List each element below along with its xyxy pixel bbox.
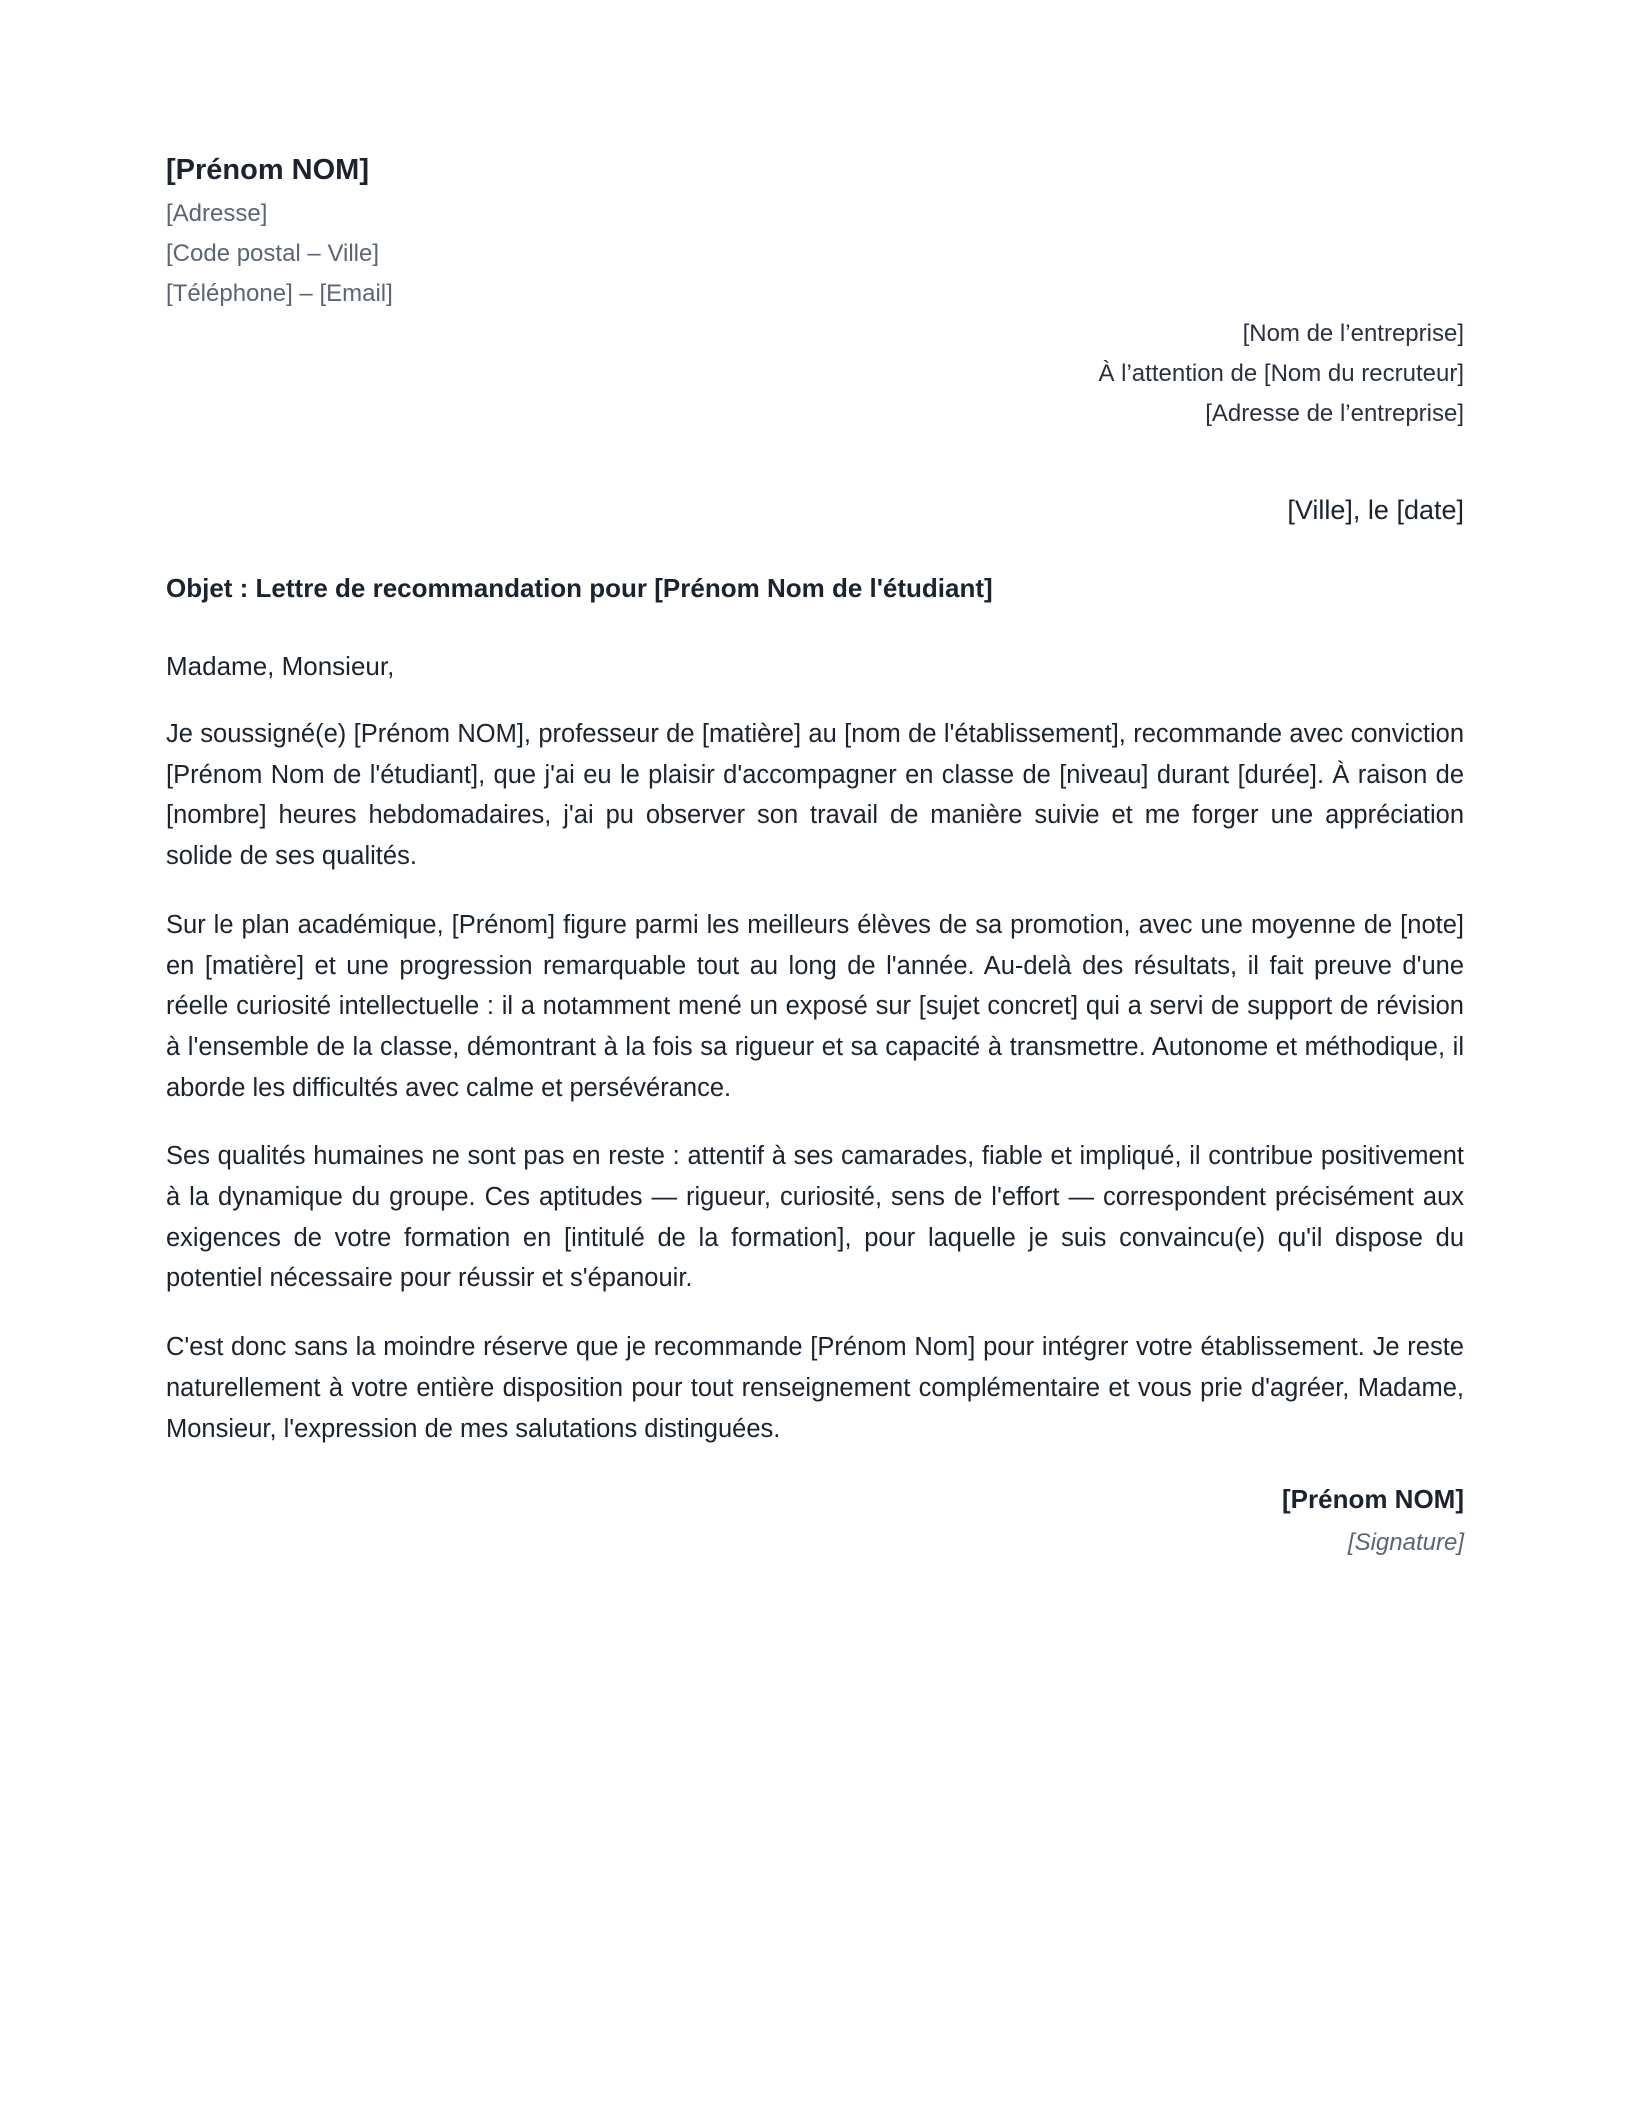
signature-name: [Prénom NOM] [1282,1484,1464,1515]
sender-address: [Adresse] [166,200,268,227]
recipient-address: [Adresse de l’entreprise] [1205,400,1464,427]
signature-block [166,1479,1464,1563]
signature-placeholder: [Signature] [1347,1529,1464,1557]
letter-subject: Objet : Lettre de recommandation pour [Prénom Nom de l'étudiant] [166,573,993,603]
recipient-company: [Nom de l’entreprise] [1242,320,1464,347]
letter-page [166,150,1464,1563]
body-paragraph-3: Ses qualités humaines ne sont pas en reste : attentif à ses camarades, fiable et impliqué, il contribue positivement à la dynamique du groupe. Ces aptitudes — rigueur, curiosité, sens de l'effort — correspondent précisément aux exigences de votre formation en [intitulé de la formation], pour laquelle je suis convaincu(e) qu'il dispose du potentiel nécessaire pour réussir et s'épanouir. [166,1142,1464,1293]
salutation: Madame, Monsieur, [166,651,395,681]
body-paragraph-1: Je soussigné(e) [Prénom NOM], professeur de [matière] au [nom de l'établissement], recommande avec conviction [Prénom Nom de l'étudiant], que j'ai eu le plaisir d'accompagner en classe de [niveau] durant [durée]. À raison de [nombre] heures hebdomadaires, j'ai pu observer son travail de manière suivie et me forger une appréciation solide de ses qualités. [166,720,1464,871]
body-paragraph-4: C'est donc sans la moindre réserve que je recommande [Prénom Nom] pour intégrer votre établissement. Je reste naturellement à votre entière disposition pour tout renseignement complémentaire et vous prie d'agréer, Madame, Monsieur, l'expression de mes salutations distinguées. [166,1333,1464,1443]
recipient-block [166,314,1464,434]
sender-postal-city: [Code postal – Ville] [166,240,380,267]
sender-name: [Prénom NOM] [166,154,369,186]
body-paragraph-2: Sur le plan académique, [Prénom] figure parmi les meilleurs élèves de sa promotion, avec une moyenne de [note] en [matière] et une progression remarquable tout au long de l'année. Au-delà des résultats, il fait preuve d'une réelle curiosité intellectuelle : il a notamment mené un exposé sur [sujet concret] qui a servi de support de révision à l'ensemble de la classe, démontrant à la fois sa rigueur et sa capacité à transmettre. Autonome et méthodique, il aborde les difficultés avec calme et persévérance. [166,910,1464,1102]
sender-block [166,150,1464,314]
recipient-attention: À l’attention de [Nom du recruteur] [1098,360,1464,387]
place-date: [Ville], le [date] [1287,495,1464,525]
sender-contact: [Téléphone] – [Email] [166,280,393,307]
